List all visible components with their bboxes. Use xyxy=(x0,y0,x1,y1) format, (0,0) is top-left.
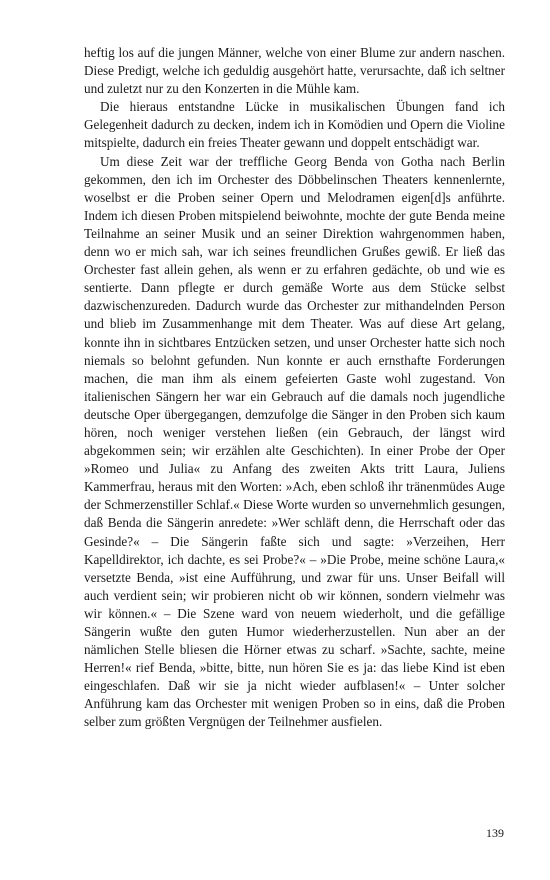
paragraph-2: Die hieraus entstandne Lücke in musikalischen Übungen fand ich Gelegenheit dadurch zu decken, indem ich in Komödien und Opern die Violine mitspielte, dadurch ein freies Theater gewann und doppelt entschädigt war. xyxy=(84,99,505,151)
paragraph-3: Um diese Zeit war der treffliche Georg Benda von Gotha nach Berlin gekommen, den ich im Orchester des Döbbelinschen Theaters kennenlernte, woselbst er die Proben seiner Opern und Melodramen eigen[d]s anführte. Indem ich diesen Proben mitspielend beiwohnte, mochte der gute Benda meine Teilnahme an seiner Musik und an seiner Direktion wahrgenommen haben, denn wo er mich sah, war ich seines freundlichen Grußes gewiß. Er ließ das Orchester fast allein gehen, als wenn er zu erfahren gedächte, ob und wie es sentierte. Dann pflegte er durch gemäße Worte aus dem Stücke selbst dazwischenzureden. Dadurch wurde das Orchester zur mithandelnden Person und blieb im Zusammenhange mit dem Theater. Was auf diese Art gelang, konnte ihn in sichtbares Entzücken setzen, und unser Orchester hatte sich noch niemals so belohnt gefunden. Nun konnte er auch ernsthafte Forderungen machen, die man ihm als einem gefeierten Gaste wohl zugestand. Von italienischen Sängern her war ein Gebrauch auf die damals noch jugendliche deutsche Oper übergegangen, demzufolge die Sänger in den Proben sich kaum hören, noch weniger verstehen ließen (ein Gebrauch, der längst wird abgekommen sein; wir erzählen alte Geschichten). In einer Probe der Oper »Romeo und Julia« zu Anfang des zweiten Akts tritt Laura, Juliens Kammerfrau, heraus mit den Worten: »Ach, eben schloß ihr tränenmüdes Auge der Schmerzenstiller Schlaf.« Diese Worte wurden so unvernehmlich gesungen, daß Benda die Sängerin anredete: »Wer schläft denn, die Herrschaft oder das Gesinde?« – Die Sängerin faßte sich und sagte: »Verzeihen, Herr Kapelldirektor, ich dachte, es sei Probe?« – »Die Probe, meine schöne Laura,« versetzte Benda, »ist eine Aufführung, und zwar für uns. Unser Beifall will auch verdient sein; wir probieren nicht ob wir können, sondern vielmehr was wir können.« – Die Szene ward von neuem wiederholt, und die gefällige Sängerin wußte den guten Humor wiederherzustellen. Nun aber an der nämlichen Stelle bliesen die Hörner etwas zu scharf. »Sachte, sachte, meine Herren!« rief Benda, »bitte, bitte, nun hören Sie es ja: das liebe Kind ist eben eingeschlafen. Daß wir sie ja nicht wieder aufblasen!« – Unter solcher Anführung kam das Orchester mit wenigen Proben so in eins, daß die Proben selber zum größten Vergnügen der Teilnehmer ausfielen. xyxy=(84,153,505,730)
paragraph-1: heftig los auf die jungen Männer, welche von einer Blume zur andern naschen. Diese Predigt, welche ich geduldig ausgehört hatte, verursachte, daß ich seltner und zuletzt nur zu den Konzerten in die Mühle kam. xyxy=(84,45,505,97)
page-number: 139 xyxy=(486,826,504,840)
page-body xyxy=(84,44,505,732)
